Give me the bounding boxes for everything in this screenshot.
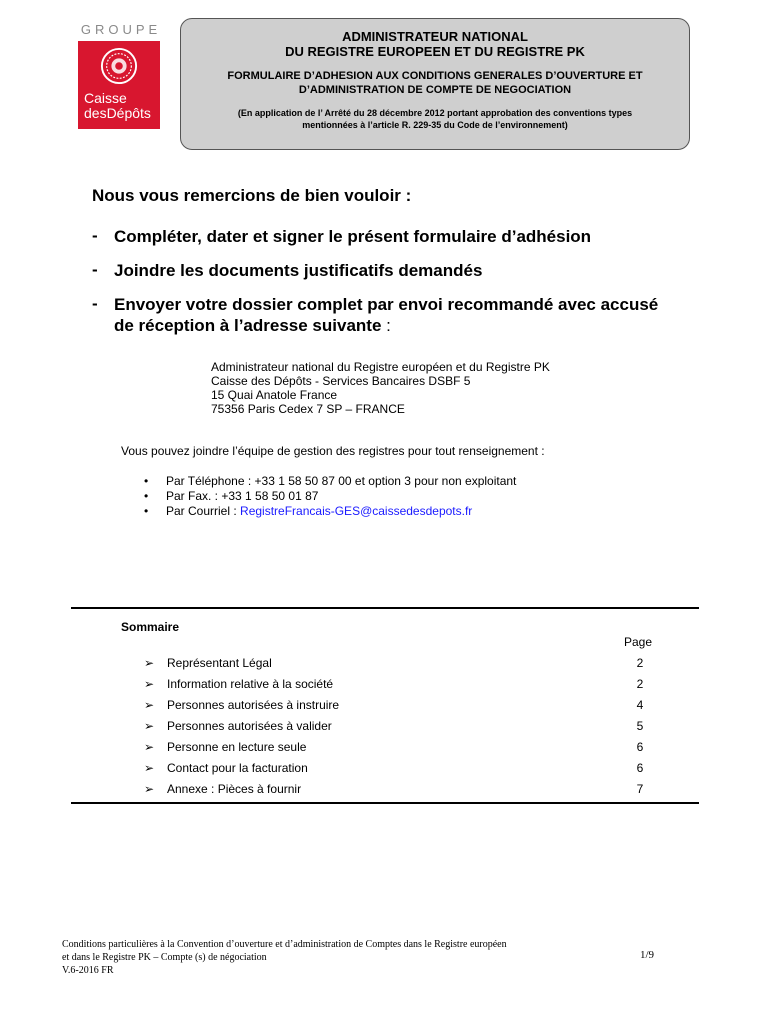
toc-page-header: Page	[624, 635, 653, 649]
arrow-bullet-icon: ➢	[144, 761, 155, 775]
step-dash: -	[92, 294, 98, 313]
header-title-line2: DU REGISTRE EUROPEEN ET DU REGISTRE PK	[285, 44, 585, 59]
step-text: Compléter, dater et signer le présent formulaire d’adhésion	[114, 227, 592, 246]
toc-row	[144, 782, 650, 798]
arrow-bullet-icon: ➢	[144, 740, 155, 754]
toc-label: Contact pour la facturation	[167, 761, 308, 775]
address-line: 75356 Paris Cedex 7 SP – FRANCE	[211, 402, 405, 416]
contact-phone-text: Par Téléphone : +33 1 58 50 87 00 et option 3 pour non exploitant	[166, 474, 517, 488]
intro-title: Nous vous remercions de bien vouloir :	[92, 186, 412, 205]
header-note-line1: (En application de l’ Arrêté du 28 décembre 2012 portant approbation des conventions types	[237, 108, 633, 118]
toc-row	[144, 740, 650, 756]
divider	[71, 802, 699, 804]
step-text-colon: :	[381, 316, 391, 335]
step-item	[92, 294, 712, 338]
header-title-line1: ADMINISTRATEUR NATIONAL	[342, 29, 528, 44]
step-dash: -	[92, 260, 98, 279]
document-header	[180, 18, 690, 150]
address-line: 15 Quai Anatole France	[211, 388, 338, 402]
header-subtitle-line2: D’ADMINISTRATION DE COMPTE DE NEGOCIATION	[298, 84, 572, 96]
caisse-des-depots-logo	[78, 22, 164, 129]
email-link[interactable]: RegistreFrancais-GES@caissedesdepots.fr	[240, 504, 473, 518]
header-subtitle-line1: FORMULAIRE D’ADHESION AUX CONDITIONS GENERALES D’OUVERTURE ET	[227, 70, 643, 82]
step-text-line2: de réception à l’adresse suivante	[114, 316, 382, 335]
toc-label: Personnes autorisées à instruire	[167, 698, 340, 712]
contact-mail-text	[166, 504, 472, 518]
logo-name-line1: Caisse	[84, 90, 127, 106]
toc-row	[144, 761, 650, 777]
arrow-bullet-icon: ➢	[144, 782, 155, 796]
contact-mail-label: Par Courriel :	[166, 504, 241, 518]
address-line: Caisse des Dépôts - Services Bancaires DSBF 5	[211, 374, 471, 388]
footer-line: V.6-2016 FR	[62, 965, 114, 976]
toc-page: 6	[636, 740, 644, 754]
toc-row	[144, 698, 650, 714]
arrow-bullet-icon: ➢	[144, 719, 155, 733]
toc-label: Personnes autorisées à valider	[167, 719, 332, 733]
bullet: •	[144, 504, 149, 518]
toc-label: Personne en lecture seule	[167, 740, 307, 754]
toc-page: 6	[636, 761, 644, 775]
address-line: Administrateur national du Registre européen et du Registre PK	[211, 360, 550, 374]
contact-fax-text: Par Fax. : +33 1 58 50 01 87	[166, 489, 319, 503]
toc-page: 7	[636, 782, 644, 796]
arrow-bullet-icon: ➢	[144, 698, 155, 712]
toc-page: 2	[636, 656, 644, 670]
step-dash: -	[92, 226, 98, 245]
arrow-bullet-icon: ➢	[144, 677, 155, 691]
toc-page: 4	[636, 698, 644, 712]
header-note-line2: mentionnées à l’article R. 229-35 du Code de l’environnement)	[302, 120, 568, 130]
contact-intro: Vous pouvez joindre l’équipe de gestion des registres pour tout renseignement :	[121, 444, 545, 458]
step-text	[114, 294, 658, 336]
toc-label: Représentant Légal	[167, 656, 272, 670]
footer-line: Conditions particulières à la Convention d’ouverture et d’administration de Comptes dans le Registre européen	[62, 939, 507, 950]
logo-name-line2: desDépôts	[84, 105, 151, 121]
bullet: •	[144, 474, 149, 488]
step-text: Joindre les documents justificatifs demandés	[114, 261, 483, 280]
page-number: 1/9	[640, 949, 655, 961]
arrow-bullet-icon: ➢	[144, 656, 155, 670]
toc-title: Sommaire	[121, 620, 180, 634]
bullet: •	[144, 489, 149, 503]
footer-line: et dans le Registre PK – Compte (s) de négociation	[62, 952, 267, 963]
toc-row	[144, 719, 650, 735]
toc-page: 2	[636, 677, 644, 691]
logo-groupe-text: GROUPE	[80, 22, 162, 37]
toc-row	[144, 656, 650, 672]
step-text-line1: Envoyer votre dossier complet par envoi recommandé avec accusé	[114, 295, 659, 314]
toc-label: Annexe : Pièces à fournir	[167, 782, 302, 796]
toc-row	[144, 677, 650, 693]
toc-page: 5	[636, 719, 644, 733]
seal-icon	[100, 47, 138, 85]
toc-label: Information relative à la société	[167, 677, 334, 691]
divider	[71, 607, 699, 609]
logo-red-block	[78, 41, 160, 129]
